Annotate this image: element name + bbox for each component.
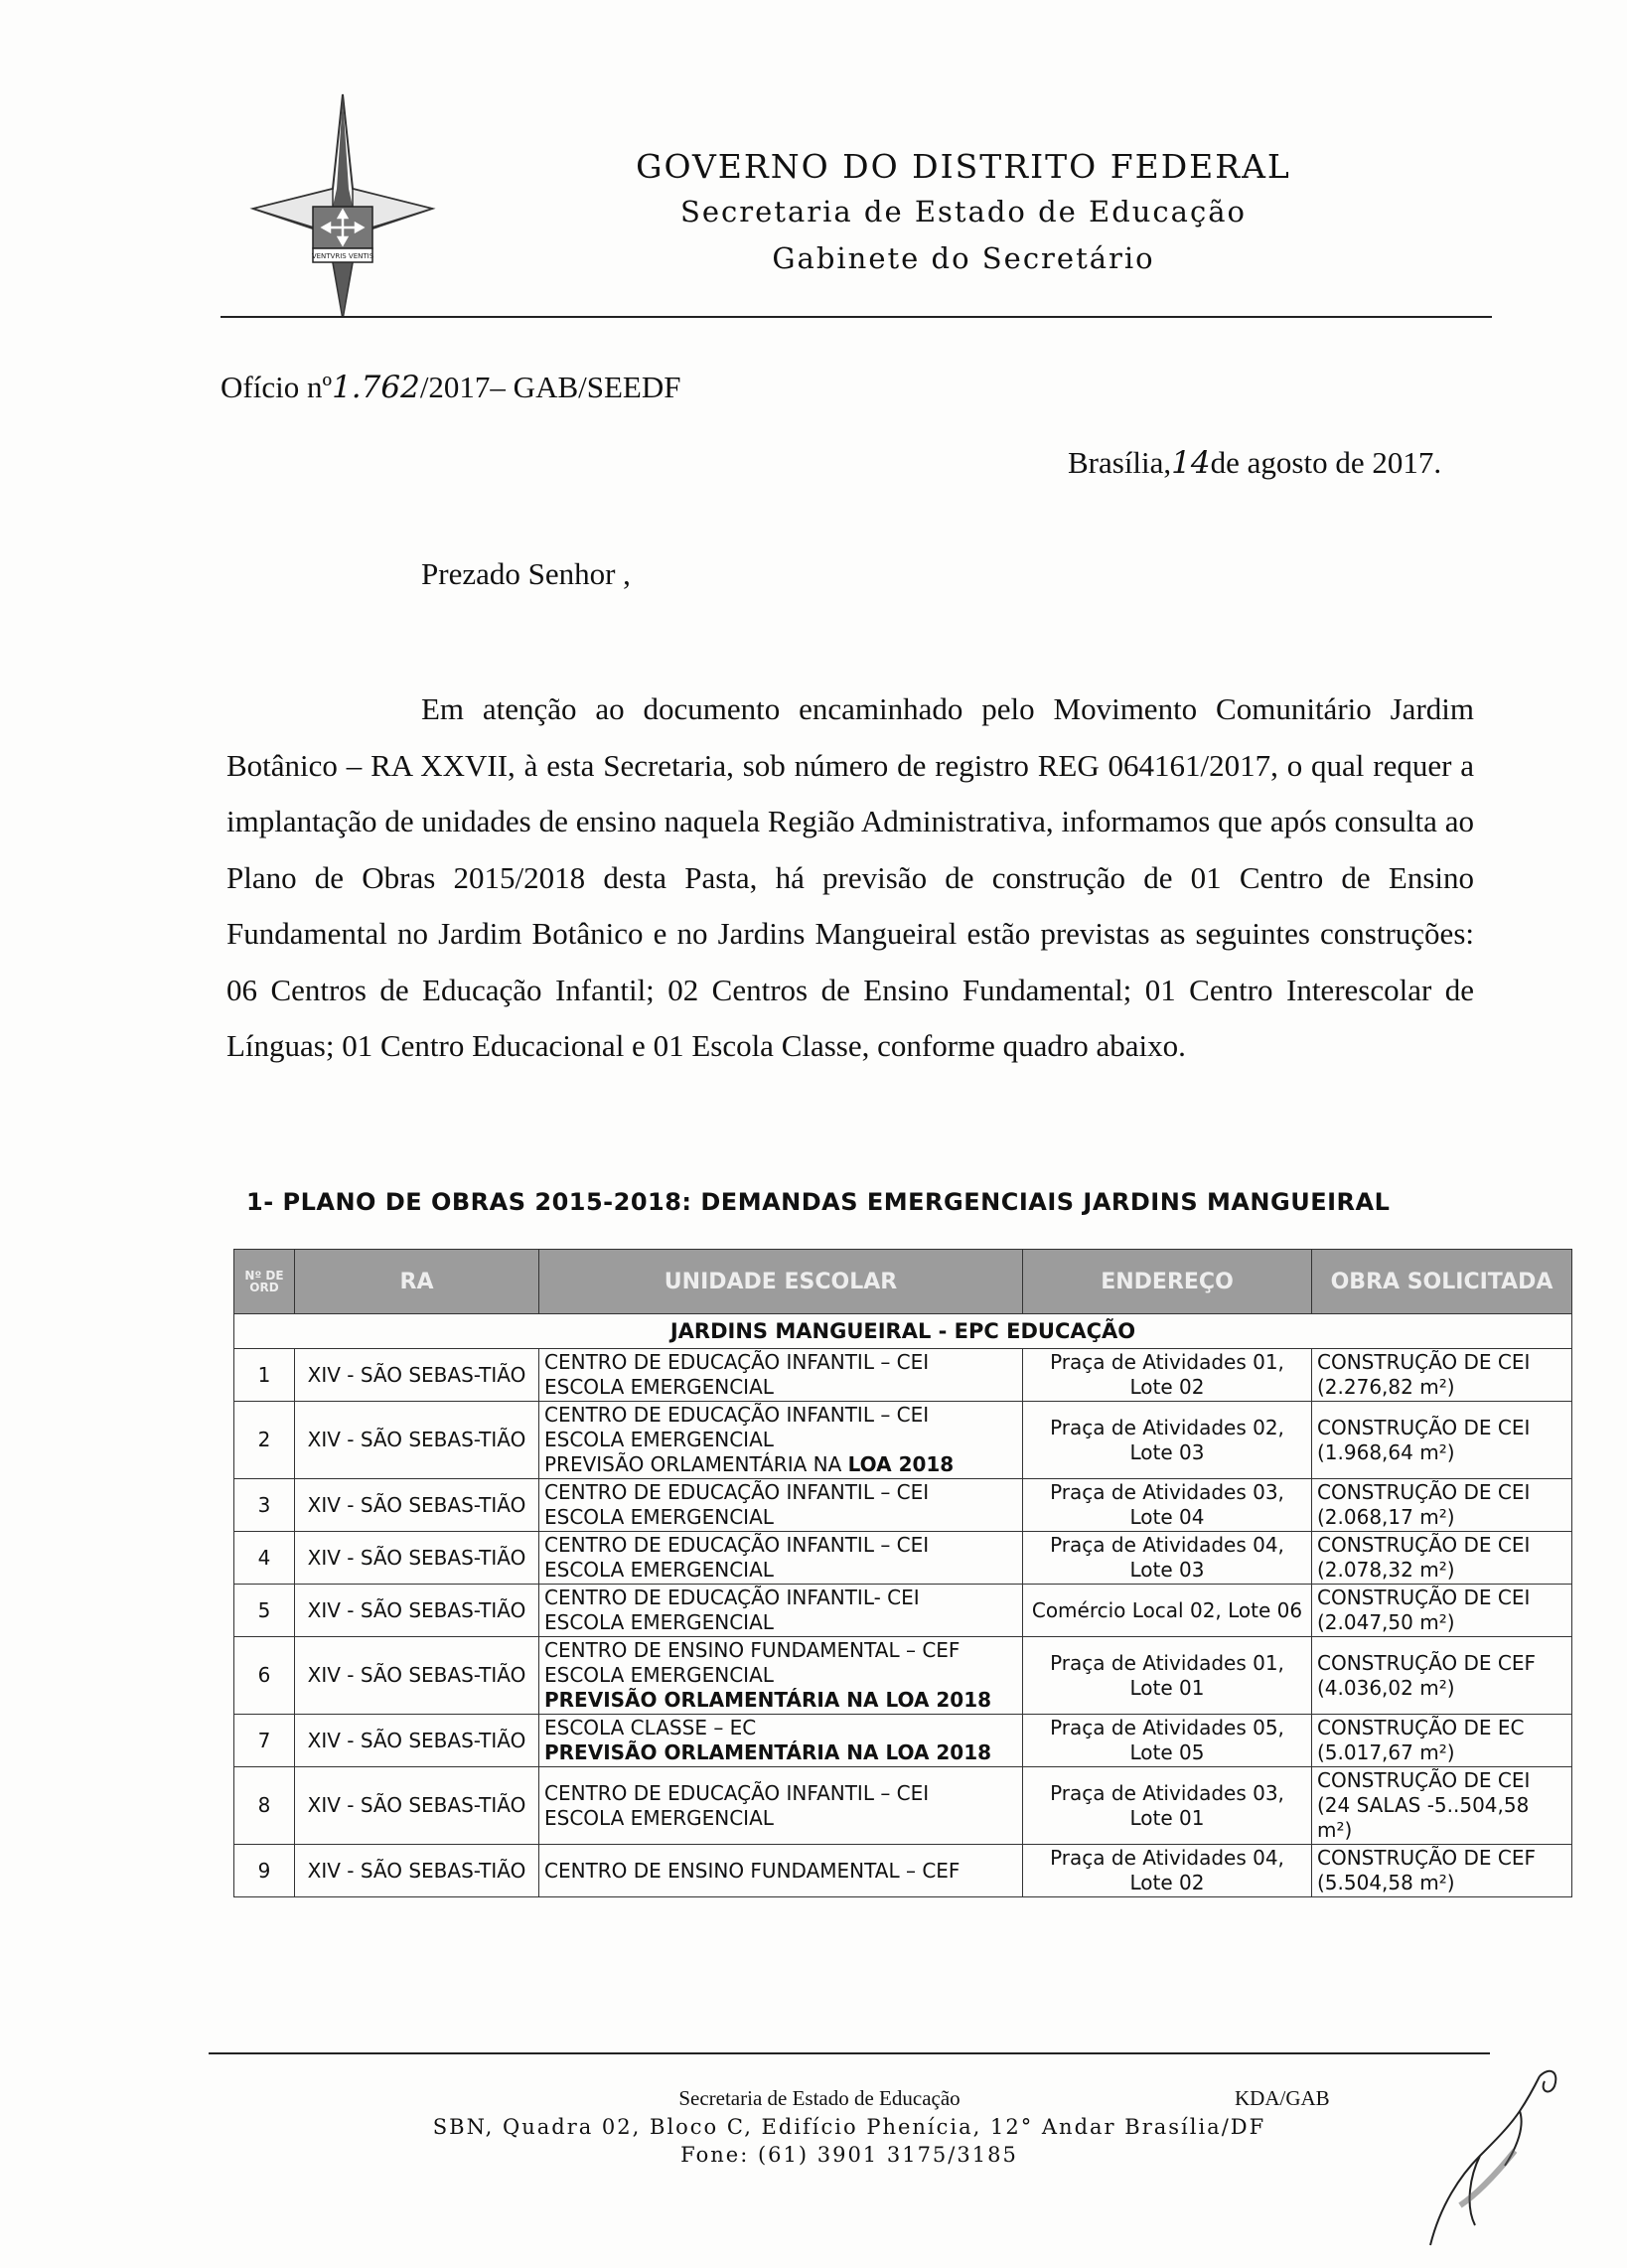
row-number: 2 xyxy=(234,1402,295,1479)
place-prefix: Brasília, xyxy=(1068,445,1172,480)
row-ra: XIV - SÃO SEBAS-TIÃO xyxy=(295,1845,539,1897)
row-address: Comércio Local 02, Lote 06 xyxy=(1023,1585,1312,1637)
row-ra: XIV - SÃO SEBAS-TIÃO xyxy=(295,1479,539,1532)
col-header-address: ENDEREÇO xyxy=(1023,1250,1312,1314)
row-ra: XIV - SÃO SEBAS-TIÃO xyxy=(295,1349,539,1402)
footer-phone: Fone: (61) 3901 3175/3185 xyxy=(680,2143,1018,2167)
unit-line: CENTRO DE EDUCAÇÃO INFANTIL – CEI xyxy=(544,1350,930,1374)
unit-line: ESCOLA EMERGENCIAL xyxy=(544,1505,774,1529)
table-row xyxy=(234,1402,1572,1479)
table-row xyxy=(234,1845,1572,1897)
footer-line-1 xyxy=(209,2086,1490,2112)
row-work: CONSTRUÇÃO DE CEI (2.047,50 m²) xyxy=(1312,1585,1572,1637)
col-header-ra: RA xyxy=(295,1250,539,1314)
row-work: CONSTRUÇÃO DE CEI (1.968,64 m²) xyxy=(1312,1402,1572,1479)
row-address: Praça de Atividades 05, Lote 05 xyxy=(1023,1715,1312,1767)
row-unit xyxy=(539,1845,1023,1897)
works-plan-table xyxy=(233,1249,1572,1897)
unit-line: ESCOLA EMERGENCIAL xyxy=(544,1428,774,1451)
table-row xyxy=(234,1585,1572,1637)
budget-note-loa: LOA 2018 xyxy=(847,1452,955,1476)
row-unit xyxy=(539,1767,1023,1845)
row-address: Praça de Atividades 03, Lote 01 xyxy=(1023,1767,1312,1845)
footer-secretariat: Secretaria de Estado de Educação xyxy=(678,2086,961,2110)
oficio-prefix: Ofício nº xyxy=(221,370,333,404)
row-unit xyxy=(539,1715,1023,1767)
footer-ref: KDA/GAB xyxy=(1235,2086,1330,2110)
table-row xyxy=(234,1715,1572,1767)
row-number: 4 xyxy=(234,1532,295,1585)
row-unit xyxy=(539,1402,1023,1479)
row-work: CONSTRUÇÃO DE CEI (2.068,17 m²) xyxy=(1312,1479,1572,1532)
row-address: Praça de Atividades 04, Lote 03 xyxy=(1023,1532,1312,1585)
row-number: 3 xyxy=(234,1479,295,1532)
body-paragraph: Em atenção ao documento encaminhado pelo Movimento Comunitário Jardim Botânico – RA XXVII, à esta Secretaria, sob número de registro REG 064161/2017, o qual requer a implantação de unidades de ensino naquela Região Administrativa, informamos que após consulta ao Plano de Obras 2015/2018 desta Pasta, há previsão de construção de 01 Centro de Ensino Fundamental no Jardim Botânico e no Jardins Mangueiral estão previstas as seguintes construções: 06 Centros de Educação Infantil; 02 Centros de Ensino Fundamental; 01 Centro Interescolar de Línguas; 01 Centro Educacional e 01 Escola Classe, conforme quadro abaixo. xyxy=(226,691,1474,1063)
row-work: CONSTRUÇÃO DE CEI (2.276,82 m²) xyxy=(1312,1349,1572,1402)
table-section-heading: JARDINS MANGUEIRAL - EPC EDUCAÇÃO xyxy=(234,1314,1572,1349)
unit-line: CENTRO DE EDUCAÇÃO INFANTIL- CEI xyxy=(544,1586,920,1609)
row-number: 9 xyxy=(234,1845,295,1897)
header-government: GOVERNO DO DISTRITO FEDERAL xyxy=(636,147,1291,186)
unit-line: CENTRO DE EDUCAÇÃO INFANTIL – CEI xyxy=(544,1403,930,1427)
row-work: CONSTRUÇÃO DE CEF (5.504,58 m²) xyxy=(1312,1845,1572,1897)
row-address: Praça de Atividades 02, Lote 03 xyxy=(1023,1402,1312,1479)
unit-line: ESCOLA EMERGENCIAL xyxy=(544,1610,774,1634)
table-row xyxy=(234,1349,1572,1402)
row-number: 1 xyxy=(234,1349,295,1402)
gdf-logo xyxy=(223,89,452,318)
unit-line: ESCOLA CLASSE – EC xyxy=(544,1716,757,1739)
unit-line: CENTRO DE EDUCAÇÃO INFANTIL – CEI xyxy=(544,1480,930,1504)
col-header-number: Nº DE ORD xyxy=(234,1250,295,1314)
unit-line: CENTRO DE EDUCAÇÃO INFANTIL – CEI xyxy=(544,1533,930,1557)
unit-line: CENTRO DE ENSINO FUNDAMENTAL – CEF xyxy=(544,1858,961,1883)
date-suffix: de agosto de 2017. xyxy=(1210,445,1442,480)
row-number: 7 xyxy=(234,1715,295,1767)
row-address: Praça de Atividades 01, Lote 02 xyxy=(1023,1349,1312,1402)
row-unit xyxy=(539,1637,1023,1715)
table-row xyxy=(234,1532,1572,1585)
row-work: CONSTRUÇÃO DE CEF (4.036,02 m²) xyxy=(1312,1637,1572,1715)
budget-note-text: PREVISÃO ORLAMENTÁRIA NA xyxy=(544,1452,848,1476)
row-ra: XIV - SÃO SEBAS-TIÃO xyxy=(295,1767,539,1845)
table-row xyxy=(234,1767,1572,1845)
row-ra: XIV - SÃO SEBAS-TIÃO xyxy=(295,1715,539,1767)
budget-note: PREVISÃO ORLAMENTÁRIA NA LOA 2018 xyxy=(544,1688,992,1712)
row-number: 6 xyxy=(234,1637,295,1715)
row-unit xyxy=(539,1532,1023,1585)
budget-note: PREVISÃO ORLAMENTÁRIA NA LOA 2018 xyxy=(544,1740,992,1764)
svg-text:VENTVRIS VENTIS: VENTVRIS VENTIS xyxy=(311,252,374,260)
row-work: CONSTRUÇÃO DE CEI (2.078,32 m²) xyxy=(1312,1532,1572,1585)
row-unit xyxy=(539,1479,1023,1532)
row-ra: XIV - SÃO SEBAS-TIÃO xyxy=(295,1585,539,1637)
oficio-handwritten-number: 1.762 xyxy=(332,370,420,405)
row-address: Praça de Atividades 03, Lote 04 xyxy=(1023,1479,1312,1532)
place-date xyxy=(1068,445,1441,481)
row-work: CONSTRUÇÃO DE EC (5.017,67 m²) xyxy=(1312,1715,1572,1767)
letter-body xyxy=(226,681,1474,1075)
handwritten-day: 14 xyxy=(1171,445,1211,481)
salutation: Prezado Senhor , xyxy=(421,556,631,591)
unit-line: CENTRO DE EDUCAÇÃO INFANTIL – CEI xyxy=(544,1780,930,1805)
table-row xyxy=(234,1637,1572,1715)
col-header-unit: UNIDADE ESCOLAR xyxy=(539,1250,1023,1314)
header-rule xyxy=(221,316,1492,318)
table-title: 1- PLANO DE OBRAS 2015-2018: DEMANDAS EMERGENCIAIS JARDINS MANGUEIRAL xyxy=(246,1188,1391,1216)
row-address: Praça de Atividades 04, Lote 02 xyxy=(1023,1845,1312,1897)
handwritten-signature xyxy=(1401,2056,1599,2255)
table-row xyxy=(234,1479,1572,1532)
row-unit xyxy=(539,1349,1023,1402)
col-header-work: OBRA SOLICITADA xyxy=(1312,1250,1572,1314)
row-number: 5 xyxy=(234,1585,295,1637)
unit-line: ESCOLA EMERGENCIAL xyxy=(544,1375,774,1399)
footer-rule xyxy=(209,2052,1490,2054)
unit-line: ESCOLA EMERGENCIAL xyxy=(544,1805,774,1830)
unit-line: ESCOLA EMERGENCIAL xyxy=(544,1558,774,1582)
oficio-suffix: /2017– GAB/SEEDF xyxy=(419,370,681,404)
row-ra: XIV - SÃO SEBAS-TIÃO xyxy=(295,1637,539,1715)
row-unit xyxy=(539,1585,1023,1637)
table-header-row xyxy=(234,1250,1572,1314)
header-secretariat: Secretaria de Estado de Educação xyxy=(680,195,1247,228)
unit-line: ESCOLA EMERGENCIAL xyxy=(544,1663,774,1687)
unit-line: CENTRO DE ENSINO FUNDAMENTAL – CEF xyxy=(544,1638,961,1662)
row-work: CONSTRUÇÃO DE CEI (24 SALAS -5..504,58 m²) xyxy=(1312,1767,1572,1845)
row-number: 8 xyxy=(234,1767,295,1845)
oficio-number xyxy=(221,370,680,405)
row-ra: XIV - SÃO SEBAS-TIÃO xyxy=(295,1532,539,1585)
footer-address: SBN, Quadra 02, Bloco C, Edifício Phenícia, 12° Andar Brasília/DF xyxy=(432,2115,1266,2139)
header-cabinet: Gabinete do Secretário xyxy=(772,241,1155,275)
row-address: Praça de Atividades 01, Lote 01 xyxy=(1023,1637,1312,1715)
budget-note xyxy=(544,1452,1017,1477)
row-ra: XIV - SÃO SEBAS-TIÃO xyxy=(295,1402,539,1479)
